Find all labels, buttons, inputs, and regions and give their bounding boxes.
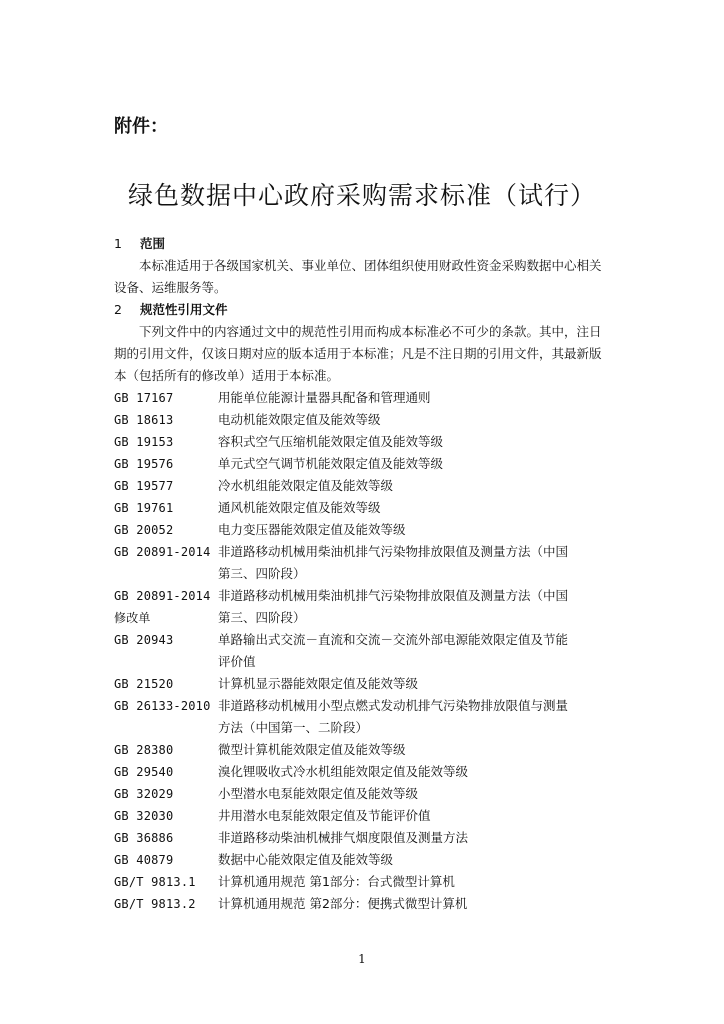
reference-title-line: 电力变压器能效限定值及能效等级: [218, 522, 406, 537]
section-title: 规范性引用文件: [140, 302, 228, 317]
reference-title: [218, 629, 614, 673]
reference-code: [114, 695, 218, 739]
reference-code: [114, 387, 218, 409]
reference-title: [218, 387, 614, 409]
reference-code: [114, 475, 218, 497]
reference-title-line: 微型计算机能效限定值及能效等级: [218, 742, 406, 757]
reference-title: [218, 431, 614, 453]
section-number: 1: [114, 236, 122, 251]
reference-item: [114, 827, 614, 849]
reference-code-line: GB 18613: [114, 413, 174, 427]
reference-item: [114, 431, 614, 453]
reference-code-line: GB 20943: [114, 633, 174, 647]
reference-title: [218, 805, 614, 827]
reference-title-line: 溴化锂吸收式冷水机组能效限定值及能效等级: [218, 764, 469, 779]
paragraph-line: 本（包括所有的修改单）适用于本标准。: [114, 368, 340, 383]
reference-title: [218, 893, 614, 915]
reference-title: [218, 783, 614, 805]
reference-title-line: 计算机通用规范 第1部分：台式微型计算机: [218, 874, 455, 889]
reference-title: [218, 849, 614, 871]
reference-title-line: 非道路移动机械用柴油机排气污染物排放限值及测量方法（中国: [218, 588, 569, 603]
reference-title-line: 电动机能效限定值及能效等级: [218, 412, 381, 427]
reference-code: [114, 497, 218, 519]
reference-code-line: 修改单: [114, 611, 151, 625]
reference-list: [114, 387, 614, 915]
reference-item: [114, 783, 614, 805]
document-title: 绿色数据中心政府采购需求标准（试行）: [127, 181, 596, 210]
reference-title-line: 通风机能效限定值及能效等级: [218, 500, 381, 515]
reference-title: [218, 739, 614, 761]
reference-title-line: 非道路移动机械用小型点燃式发动机排气污染物排放限值与测量: [218, 698, 569, 713]
reference-title-line: 小型潜水电泵能效限定值及能效等级: [218, 786, 419, 801]
reference-code: [114, 805, 218, 827]
reference-item: [114, 497, 614, 519]
reference-title: [218, 497, 614, 519]
reference-title-line: 第三、四阶段）: [218, 566, 306, 581]
reference-code: [114, 453, 218, 475]
reference-code: [114, 519, 218, 541]
reference-code-line: GB 32030: [114, 809, 174, 823]
reference-code: [114, 849, 218, 871]
reference-code-line: GB 32029: [114, 787, 174, 801]
reference-item: [114, 475, 614, 497]
references-paragraph: [114, 321, 614, 387]
page-number: 1: [358, 952, 366, 966]
reference-title-line: 用能单位能源计量器具配备和管理通则: [218, 390, 431, 405]
reference-item: [114, 695, 614, 739]
reference-code: [114, 409, 218, 431]
paragraph-line: 期的引用文件，仅该日期对应的版本适用于本标准；凡是不注日期的引用文件，其最新版: [114, 346, 602, 361]
reference-code-line: GB 20891-2014: [114, 589, 211, 603]
reference-item: [114, 409, 614, 431]
reference-title: [218, 673, 614, 695]
document-body: [114, 233, 614, 915]
reference-title-line: 单路输出式交流－直流和交流－交流外部电源能效限定值及节能: [218, 632, 569, 647]
reference-code: [114, 629, 218, 673]
reference-code: [114, 739, 218, 761]
reference-item: [114, 871, 614, 893]
reference-code-line: GB 19576: [114, 457, 174, 471]
section-title: 范围: [140, 236, 166, 251]
reference-title-line: 评价值: [218, 654, 256, 669]
reference-code-line: GB 36886: [114, 831, 174, 845]
section-heading-references: [114, 299, 614, 321]
section-number: 2: [114, 302, 122, 317]
reference-title: [218, 453, 614, 475]
reference-title: [218, 695, 614, 739]
reference-title: [218, 585, 614, 629]
scope-paragraph: [114, 255, 614, 299]
reference-code-line: GB 20052: [114, 523, 174, 537]
reference-title: [218, 475, 614, 497]
reference-title-line: 数据中心能效限定值及能效等级: [218, 852, 394, 867]
reference-code-line: GB 19153: [114, 435, 174, 449]
reference-item: [114, 387, 614, 409]
reference-code-line: GB 40879: [114, 853, 174, 867]
reference-item: [114, 453, 614, 475]
reference-item: [114, 585, 614, 629]
reference-code-line: GB 19577: [114, 479, 174, 493]
reference-item: [114, 761, 614, 783]
reference-title: [218, 541, 614, 585]
reference-title: [218, 409, 614, 431]
reference-code: [114, 673, 218, 695]
reference-code-line: GB/T 9813.2: [114, 897, 196, 911]
reference-title-line: 第三、四阶段）: [218, 610, 306, 625]
reference-code-line: GB 26133-2010: [114, 699, 211, 713]
reference-code: [114, 431, 218, 453]
reference-code: [114, 541, 218, 585]
reference-item: [114, 805, 614, 827]
reference-title-line: 井用潜水电泵能效限定值及节能评价值: [218, 808, 431, 823]
reference-title: [218, 761, 614, 783]
reference-item: [114, 893, 614, 915]
reference-code: [114, 585, 218, 629]
reference-title-line: 冷水机组能效限定值及能效等级: [218, 478, 394, 493]
reference-title: [218, 827, 614, 849]
reference-code: [114, 893, 218, 915]
section-heading-scope: [114, 233, 614, 255]
reference-code-line: GB 28380: [114, 743, 174, 757]
paragraph-line: 本标准适用于各级国家机关、事业单位、团体组织使用财政性资金采购数据中心相关: [139, 258, 602, 273]
reference-code-line: GB 20891-2014: [114, 545, 211, 559]
paragraph-line: 下列文件中的内容通过文中的规范性引用而构成本标准必不可少的条款。其中，注日: [139, 324, 602, 339]
reference-code: [114, 783, 218, 805]
reference-code-line: GB/T 9813.1: [114, 875, 196, 889]
reference-item: [114, 519, 614, 541]
reference-code: [114, 761, 218, 783]
reference-title-line: 方法（中国第一、二阶段）: [218, 720, 369, 735]
reference-title-line: 容积式空气压缩机能效限定值及能效等级: [218, 434, 444, 449]
reference-item: [114, 849, 614, 871]
reference-code-line: GB 19761: [114, 501, 174, 515]
reference-title-line: 计算机显示器能效限定值及能效等级: [218, 676, 419, 691]
reference-title-line: 计算机通用规范 第2部分：便携式微型计算机: [218, 896, 468, 911]
reference-title: [218, 871, 614, 893]
reference-item: [114, 673, 614, 695]
reference-title-line: 非道路移动机械用柴油机排气污染物排放限值及测量方法（中国: [218, 544, 569, 559]
paragraph-line: 设备、运维服务等。: [114, 280, 227, 295]
reference-item: [114, 629, 614, 673]
attachment-label: 附件：: [114, 116, 168, 137]
reference-title-line: 非道路移动柴油机械排气烟度限值及测量方法: [218, 830, 469, 845]
reference-code-line: GB 21520: [114, 677, 174, 691]
reference-item: [114, 541, 614, 585]
reference-code-line: GB 29540: [114, 765, 174, 779]
reference-code: [114, 871, 218, 893]
reference-title-line: 单元式空气调节机能效限定值及能效等级: [218, 456, 444, 471]
reference-item: [114, 739, 614, 761]
reference-code-line: GB 17167: [114, 391, 174, 405]
reference-title: [218, 519, 614, 541]
reference-code: [114, 827, 218, 849]
